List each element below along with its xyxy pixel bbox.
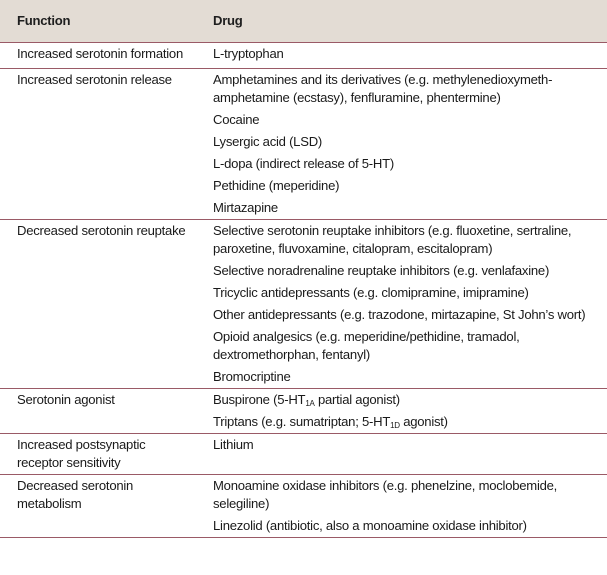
drug-entry: Lithium	[213, 437, 254, 452]
column-header-function: Function	[0, 0, 195, 43]
drug-entry: Buspirone ($5-HT_{1A}$ partial agonist)	[213, 392, 400, 408]
function-cell: Increased postsynaptic receptor sensitivity	[0, 434, 195, 475]
column-header-drug: Drug	[195, 0, 607, 43]
drug-entry: Mirtazapine	[213, 200, 278, 215]
function-cell: Increased serotonin release	[0, 69, 195, 220]
drug-cell	[195, 475, 607, 538]
drug-cell	[195, 434, 607, 475]
drug-entry: Other antidepressants (e.g. trazodone, mirtazapine, St John’s wort)	[213, 307, 586, 322]
drug-cell	[195, 43, 607, 69]
table-row	[0, 389, 607, 434]
table-row	[0, 220, 607, 389]
drug-entry: Monoamine oxidase inhibitors (e.g. phenelzine, moclobemide, selegiline)	[213, 478, 558, 511]
drug-entry: Selective noradrenaline reuptake inhibitors (e.g. venlafaxine)	[213, 263, 550, 278]
table-row	[0, 43, 607, 69]
drug-entry: Tricyclic antidepressants (e.g. clomipramine, imipramine)	[213, 285, 529, 300]
drug-entry: Cocaine	[213, 112, 260, 127]
table-header-row	[0, 0, 607, 43]
drug-cell	[195, 389, 607, 434]
drug-entry: Bromocriptine	[213, 369, 291, 384]
drug-entry: Selective serotonin reuptake inhibitors (e.g. fluoxetine, sertraline, paroxetine, fluvoxamine, citalopram, escitalopram)	[213, 223, 572, 256]
function-cell: Serotonin agonist	[0, 389, 195, 434]
drug-entry: Pethidine (meperidine)	[213, 178, 340, 193]
drug-cell	[195, 69, 607, 220]
drug-entry: Linezolid (antibiotic, also a monoamine oxidase inhibitor)	[213, 518, 527, 533]
function-cell: Decreased serotonin metabolism	[0, 475, 195, 538]
function-cell: Decreased serotonin reuptake	[0, 220, 195, 389]
drug-cell	[195, 220, 607, 389]
drug-entry: L-dopa (indirect release of 5-HT)	[213, 156, 394, 171]
drug-entry: Amphetamines and its derivatives (e.g. methylenedioxymeth-amphetamine (ecstasy), fenfluramine, phentermine)	[213, 72, 553, 105]
drug-entry: L-tryptophan	[213, 46, 284, 61]
drug-entry: Lysergic acid (LSD)	[213, 134, 323, 149]
function-cell: Increased serotonin formation	[0, 43, 195, 69]
drug-entry: Triptans (e.g. sumatriptan; $5-HT_{1D}$ agonist)	[213, 414, 448, 430]
drug-entry: Opioid analgesics (e.g. meperidine/pethidine, tramadol, dextromethorphan, fentanyl)	[213, 329, 520, 362]
table-row	[0, 434, 607, 475]
table-row	[0, 69, 607, 220]
table-row	[0, 475, 607, 538]
